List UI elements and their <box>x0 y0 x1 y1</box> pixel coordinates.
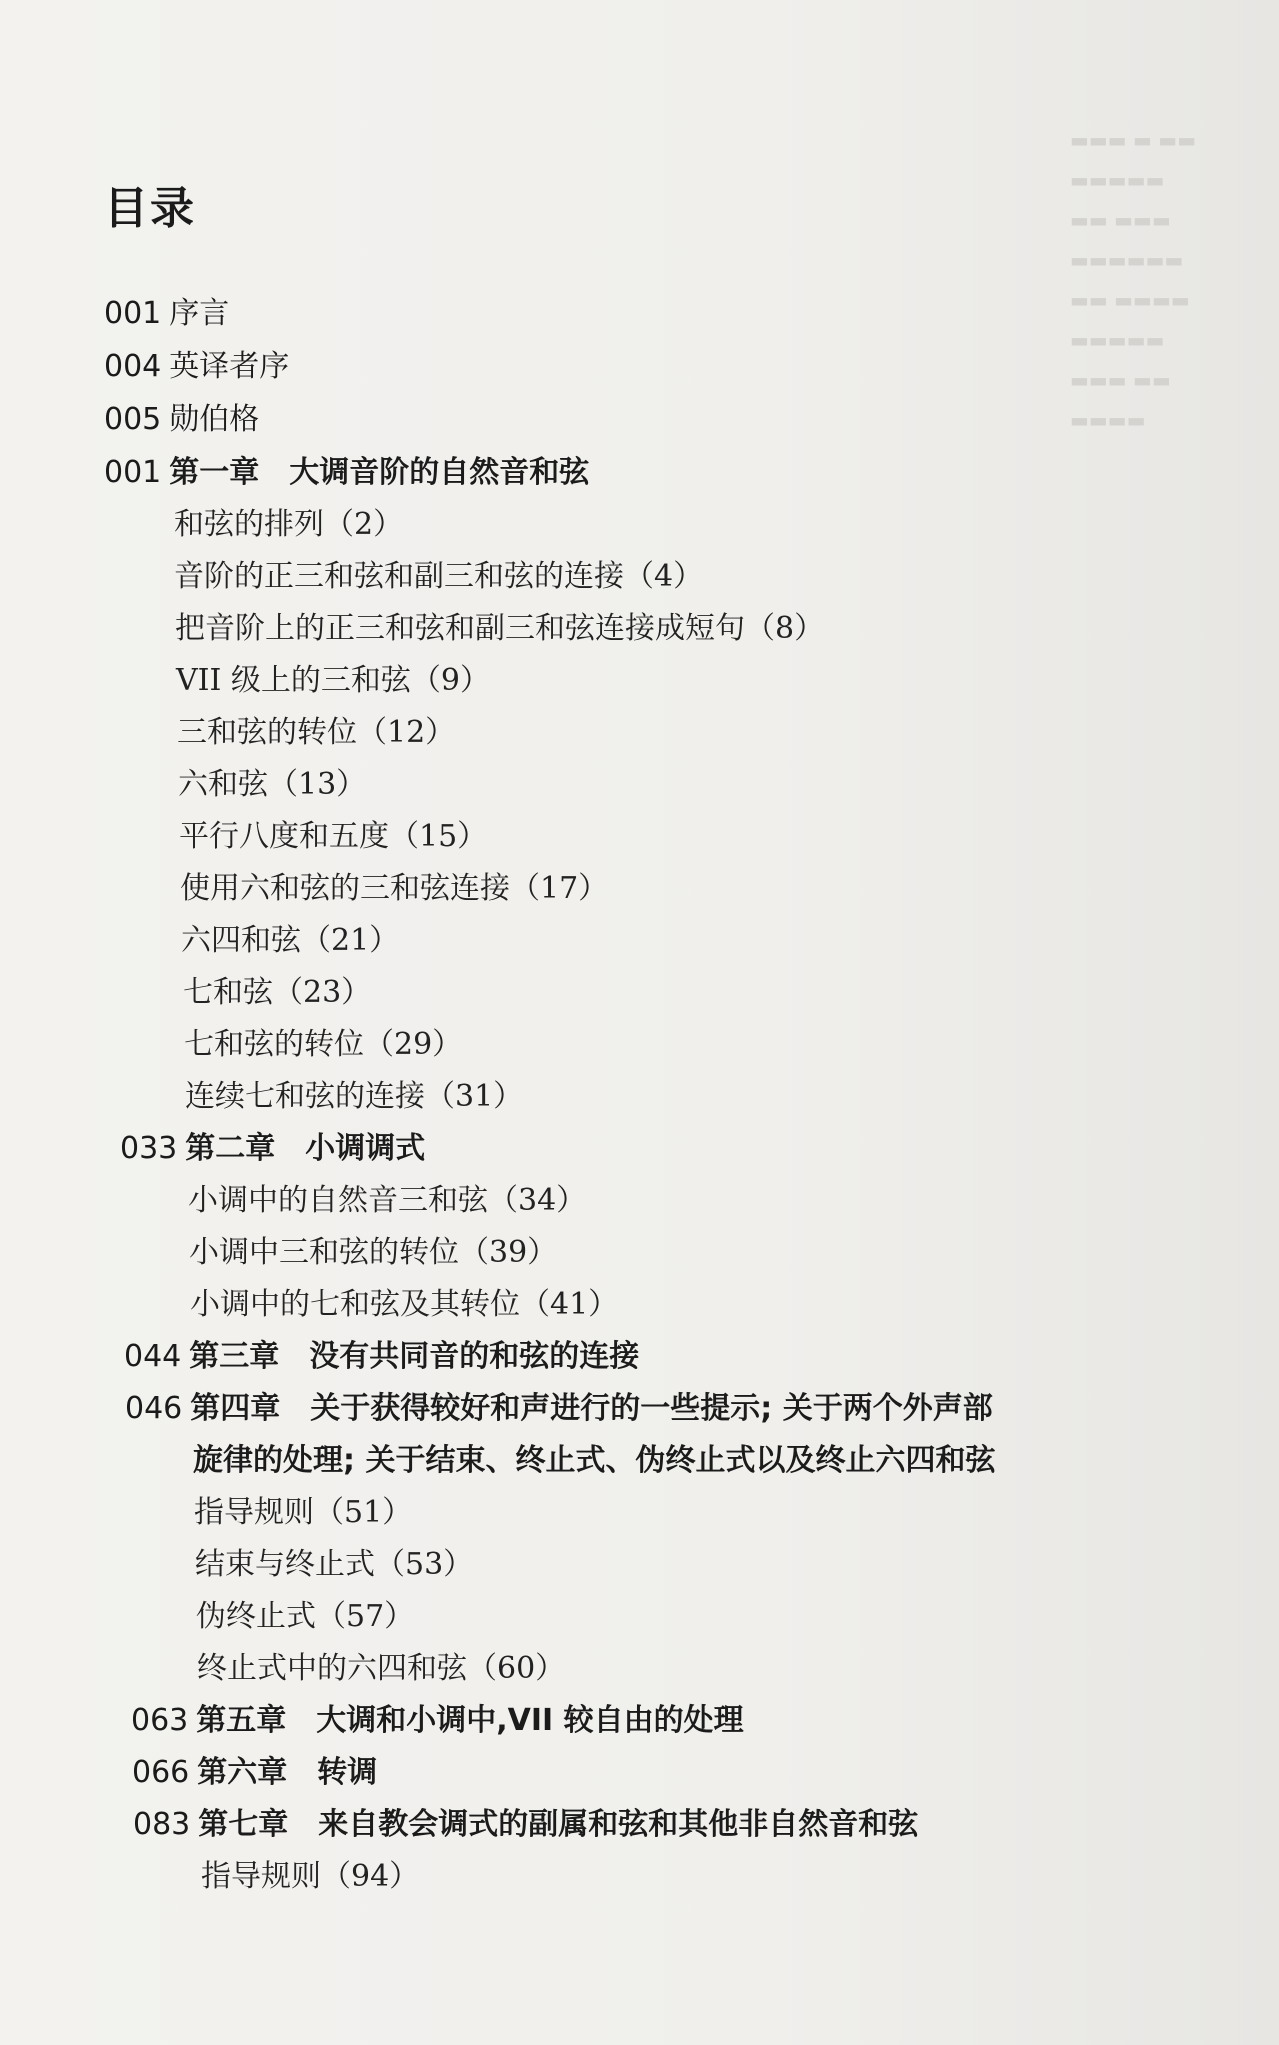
toc-entry-translator-preface[interactable]: 004 英译者序 <box>104 349 290 384</box>
toc-section[interactable]: 七和弦（23） <box>183 975 372 1010</box>
toc-section[interactable]: 连续七和弦的连接（31） <box>185 1079 524 1114</box>
toc-section[interactable]: 伪终止式（57） <box>196 1599 415 1634</box>
toc-section[interactable]: 六四和弦（21） <box>181 923 400 958</box>
toc-entry-preface[interactable]: 001 序言 <box>104 296 230 331</box>
toc-chapter-1[interactable]: 001 第一章 大调音阶的自然音和弦 <box>104 455 590 490</box>
toc-chapter-4[interactable]: 046 第四章 关于获得较好和声进行的一些提示; 关于两个外声部 <box>125 1391 993 1426</box>
toc-section[interactable]: 小调中的自然音三和弦（34） <box>188 1183 587 1218</box>
toc-section[interactable]: 把音阶上的正三和弦和副三和弦连接成短句（8） <box>175 611 825 646</box>
toc-section[interactable]: 六和弦（13） <box>178 767 367 802</box>
toc-chapter-3[interactable]: 044 第三章 没有共同音的和弦的连接 <box>124 1339 640 1374</box>
toc-section[interactable]: 七和弦的转位（29） <box>184 1027 463 1062</box>
toc-chapter-7[interactable]: 083 第七章 来自教会调式的副属和弦和其他非自然音和弦 <box>133 1807 919 1842</box>
toc-section[interactable]: VII 级上的三和弦（9） <box>176 663 490 698</box>
toc-section[interactable]: 三和弦的转位（12） <box>177 715 456 750</box>
toc-section[interactable]: 结束与终止式（53） <box>195 1547 474 1582</box>
toc-section[interactable]: 指导规则（94） <box>201 1859 420 1894</box>
toc-section[interactable]: 小调中三和弦的转位（39） <box>189 1235 558 1270</box>
toc-section[interactable]: 终止式中的六四和弦（60） <box>197 1651 566 1686</box>
toc-section[interactable]: 平行八度和五度（15） <box>179 819 488 854</box>
toc-section[interactable]: 使用六和弦的三和弦连接（17） <box>180 871 609 906</box>
toc-section[interactable]: 指导规则（51） <box>194 1495 413 1530</box>
toc-chapter-5[interactable]: 063 第五章 大调和小调中,VII 较自由的处理 <box>131 1703 744 1738</box>
toc-chapter-6[interactable]: 066 第六章 转调 <box>132 1755 378 1790</box>
toc-chapter-4-title-cont: 旋律的处理; 关于结束、终止式、伪终止式以及终止六四和弦 <box>193 1443 996 1478</box>
toc-entry-schoenberg[interactable]: 005 勋伯格 <box>104 402 260 437</box>
toc-chapter-2[interactable]: 033 第二章 小调调式 <box>120 1131 426 1166</box>
toc-title: 目录 <box>104 183 196 234</box>
toc-section[interactable]: 和弦的排列（2） <box>174 507 404 542</box>
toc-section[interactable]: 小调中的七和弦及其转位（41） <box>190 1287 619 1322</box>
toc-section[interactable]: 音阶的正三和弦和副三和弦的连接（4） <box>174 559 704 594</box>
show-through-text: ▬▬▬ ▬ ▬▬ ▬▬▬▬▬ ▬▬ ▬▬▬ ▬▬▬▬▬▬ ▬▬ ▬▬▬▬ ▬▬▬▬▬ ▬▬▬ ▬▬ ▬▬▬▬ <box>1070 128 1197 432</box>
